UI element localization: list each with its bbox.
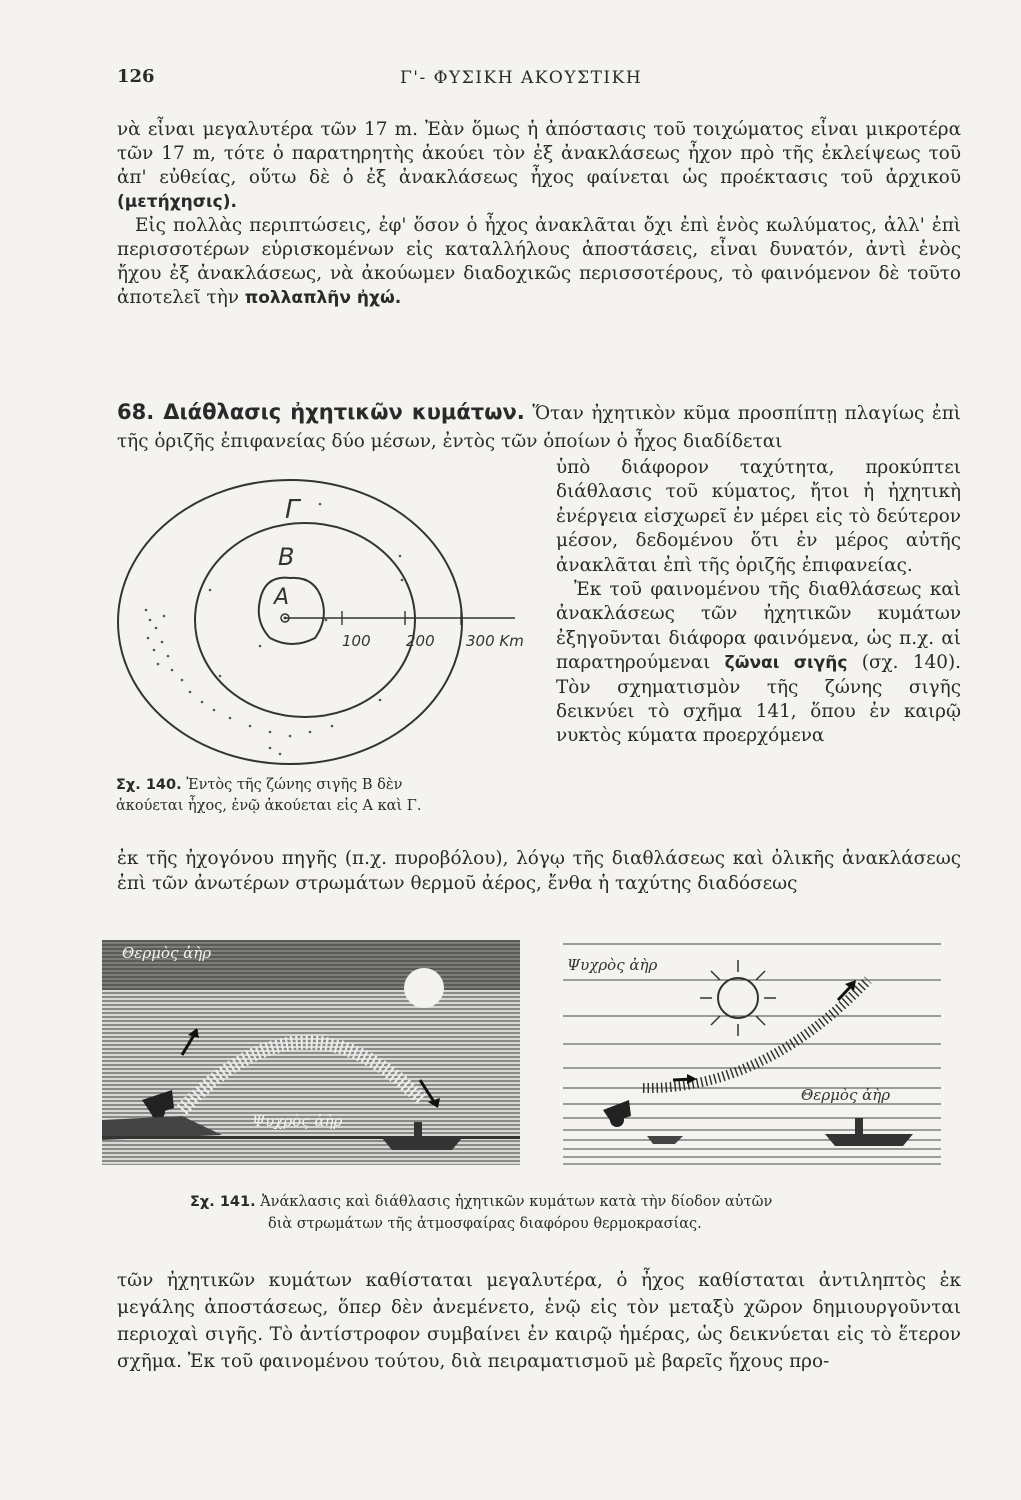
label-cold-air-bottom: Ψυχρὸς ἀὴρ <box>252 1112 343 1130</box>
section-heading: 68. Διάθλασις ἠχητικῶν κυμάτων. <box>117 400 525 424</box>
term-pollaple-echo: πολλαπλῆν ἠχώ. <box>244 288 402 308</box>
label-gamma: Γ <box>285 495 300 525</box>
tick-label-200: 200 <box>406 632 435 650</box>
label-warm-air-bottom: Θερμὸς ἀὴρ <box>801 1086 891 1104</box>
section-68-continuation: ἐκ τῆς ἠχογόνου πηγῆς (π.χ. πυροβόλου), λόγῳ τῆς διαθλάσεως καὶ ὀλικῆς ἀνακλάσεως ἐπὶ τῶν ἀνωτέρων στρωμάτων θερμοῦ ἀέρος, ἔνθα ἡ ταχύτης διαδόσεως <box>117 848 961 894</box>
section-68-column <box>556 456 961 749</box>
label-warm-air-top: Θερμὸς ἀὴρ <box>122 944 212 962</box>
running-title: Γ'- ΦΥΣΙΚΗ ΑΚΟΥΣΤΙΚΗ <box>400 68 643 88</box>
label-a: A <box>274 585 290 610</box>
text-block-top <box>117 118 961 310</box>
text-block-bottom: τῶν ἠχητικῶν κυμάτων καθίσταται μεγαλυτέρα, ὁ ἦχος καθίσταται ἀντιληπτὸς ἐκ μεγάλης ἀποστάσεως, ὅπερ δὲν ἀνεμένετο, ἐνῷ εἰς τὸν μεταξὺ χῶρον δημιουργοῦνται περιοχαὶ σιγῆς. Τὸ ἀντίστροφον συμβαίνει ἐν καιρῷ ἡμέρας, ὡς δεικνύεται εἰς τὸ ἕτερον σχῆμα. Ἐκ τοῦ φαινομένου τούτου, διὰ πειραματισμοῦ μὲ βαρεῖς ἤχους προ- <box>117 1270 961 1372</box>
term-zones-of-silence: ζῶναι σιγῆς <box>724 653 848 674</box>
tick-label-100: 100 <box>342 632 371 650</box>
paragraph-1: νὰ εἶναι μεγαλυτέρα τῶν 17 m. Ἐὰν ὅμως ἡ ἀπόστασις τοῦ τοιχώματος εἶναι μικροτέρα τῶν 17 m, τότε ὁ παρατηρητὴς ἀκούει τὸν ἐξ ἀνακλάσεως ἦχον πρὸ τῆς ἐκλείψεως τοῦ ἀπ' εὐθείας, οὕτω δὲ ὁ ἐξ ἀνακλάσεως ἦχος φαίνεται ὡς προέκτασις τοῦ ἀρχικοῦ (μετήχησις). <box>117 119 961 212</box>
section-68-intro <box>117 398 961 456</box>
middle-zone-circle <box>195 523 415 717</box>
boat-icon <box>825 1134 913 1146</box>
column-paragraph-1: ὑπὸ διάφορον ταχύτητα, προκύπτει διάθλασις τοῦ κύματος, ἤτοι ἡ ἠχητικὴ ἐνέργεια εἰσχωρεῖ ἐν μέρει εἰς τὸ δεύτερον μέσον, δεδομένου ὅτι ἐν μέρος αὐτῆς ἀνακλᾶται ἐπὶ τῆς ὁριζῆς ἐπιφανείας. <box>556 457 961 576</box>
caption-label: Σχ. 140. <box>116 777 182 793</box>
term-metechesis: (μετήχησις). <box>117 192 237 212</box>
label-b: B <box>278 543 295 571</box>
column-paragraph-2: Ἐκ τοῦ φαινομένου τῆς διαθλάσεως καὶ ἀνακλάσεως τῶν ἠχητικῶν κυμάτων ἐξηγοῦνται διάφορα φαινόμενα, ὡς π.χ. αἱ παρατηρούμεναι ζῶναι σιγῆς (σχ. 140). Τὸν σχηματισμὸν τῆς ζώνης σιγῆς δεικνύει τὸ σχῆμα 141, ὅπου ἐν καιρῷ νυκτὸς κύματα προερχόμενα <box>556 579 961 747</box>
paragraph-2: Εἰς πολλὰς περιπτώσεις, ἐφ' ὅσον ὁ ἦχος ἀνακλᾶται ὄχι ἐπὶ ἑνὸς κωλύματος, ἀλλ' ἐπὶ περισσοτέρων εὑρισκομένων εἰς καταλλήλους ἀποστάσεις, εἶναι δυνατόν, ἀντὶ ἑνὸς ἤχου ἐξ ἀνακλάσεως, νὰ ἀκούωμεν διαδοχικῶς περισσοτέρους, τὸ φαινόμενον δὲ τοῦτο ἀποτελεῖ τὴν πολλαπλῆν ἠχώ. <box>117 215 961 308</box>
moon-icon <box>404 968 444 1008</box>
tick-label-300: 300 Km <box>466 632 524 650</box>
figure-141-caption: Σχ. 141. Ἀνάκλασις καὶ διάθλασις ἠχητικῶν κυμάτων κατὰ τὴν δίοδον αὐτῶν διὰ στρωμάτων τῆς ἀτμοσφαίρας διαφόρου θερμοκρασίας. <box>190 1194 773 1232</box>
section-intro-text: Ὅταν ἠχητικὸν κῦμα προσπίπτῃ πλαγίως ἐπὶ τῆς ὁριζῆς ἐπιφανείας δύο μέσων, ἐντὸς τῶν ὁποίων ὁ ἦχος διαδίδεται <box>117 403 961 452</box>
figure-141-right-day <box>563 940 941 1165</box>
figure-141-left-night <box>102 940 520 1165</box>
boat-icon <box>382 1138 462 1150</box>
label-cold-air-top: Ψυχρὸς ἀὴρ <box>567 956 658 974</box>
figure-140-zones-of-silence <box>110 470 550 770</box>
caption-label: Σχ. 141. <box>190 1194 256 1210</box>
page-number: 126 <box>117 66 155 87</box>
inner-zone-blob <box>259 578 324 644</box>
figure-140-caption: Σχ. 140. Ἐντὸς τῆς ζώνης σιγῆς Β δὲν ἀκούεται ἦχος, ἐνῷ ἀκούεται εἰς Α καὶ Γ. <box>116 777 422 814</box>
